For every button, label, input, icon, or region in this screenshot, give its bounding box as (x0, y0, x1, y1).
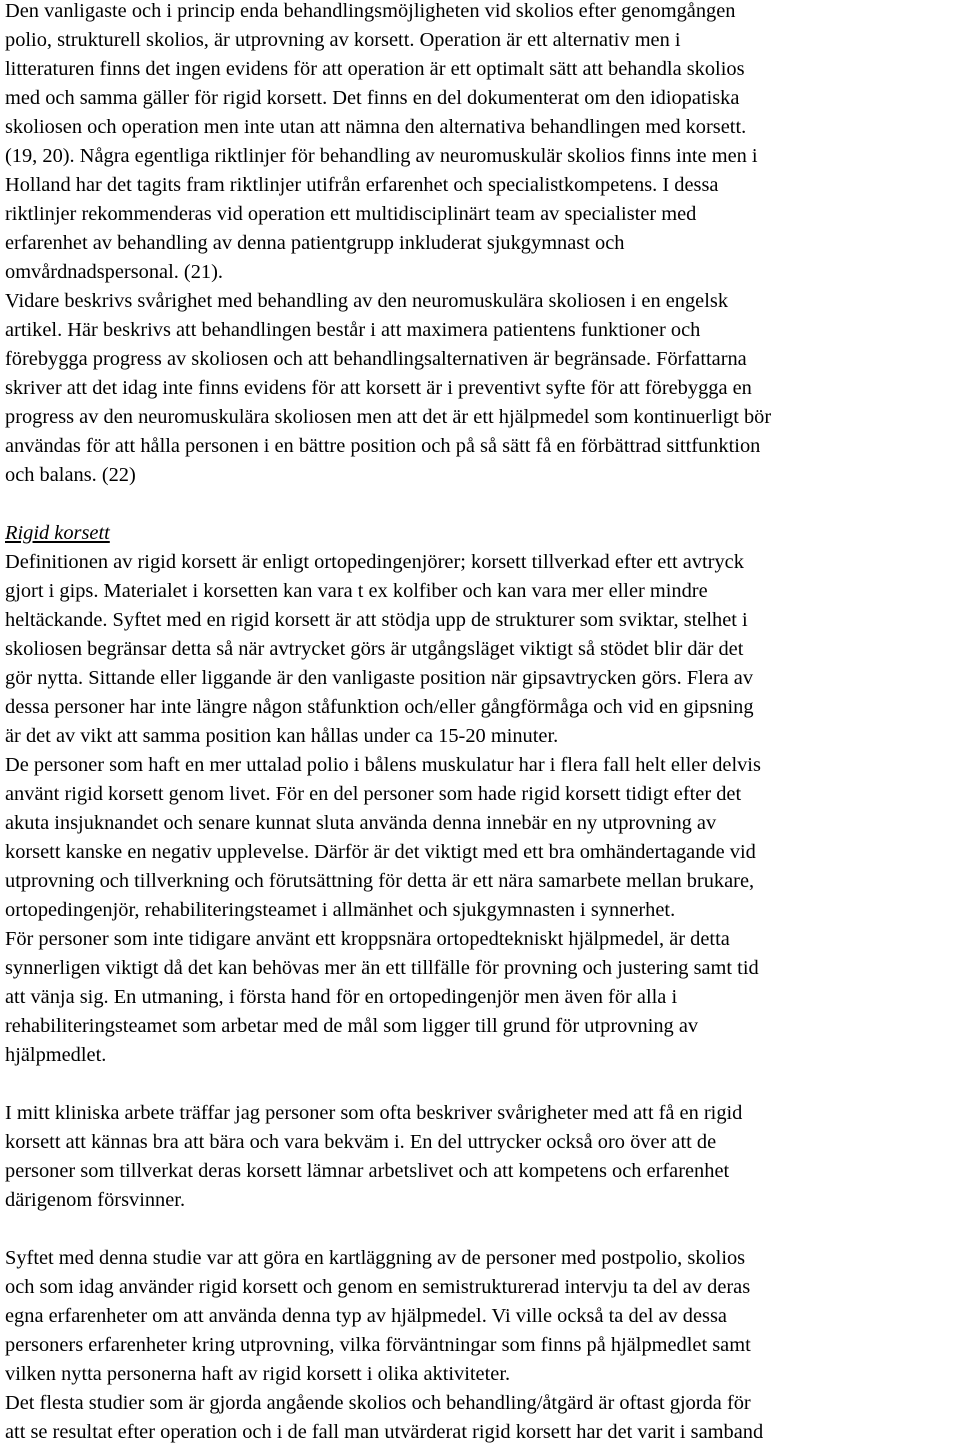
text-line: personers erfarenheter kring utprovning, vilka förväntningar som finns på hjälpmedlet samt (5, 1334, 751, 1356)
text-line: omvårdnadspersonal. (21). (5, 261, 224, 283)
text-line: heltäckande. Syftet med en rigid korsett är att stödja upp de strukturer som sviktar, stelhet i (5, 609, 748, 631)
text-line: och som idag använder rigid korsett och genom en semistrukturerad intervju ta del av deras (5, 1276, 751, 1298)
text-line: I mitt kliniska arbete träffar jag personer som ofta beskriver svårigheter med att få en rigid (5, 1102, 743, 1124)
text-line: vilken nytta personerna haft av rigid korsett i olika aktiviteter. (5, 1363, 511, 1385)
text-line: gör nytta. Sittande eller liggande är den vanligaste position när gipsavtrycken görs. Flera av (5, 667, 754, 689)
text-line: rehabiliteringsteamet som arbetar med de mål som ligger till grund för utprovning av (5, 1015, 699, 1037)
text-line: korsett att kännas bra att bära och vara bekväm i. En del uttrycker också oro över att de (5, 1131, 717, 1153)
text-line: synnerligen viktigt då det kan behövas mer än ett tillfälle för provning och justering samt tid (5, 957, 759, 979)
text-line: Den vanligaste och i princip enda behandlingsmöjligheten vid skolios efter genomgången (5, 0, 736, 22)
text-line: utprovning och tillverkning och förutsättning för detta är ett nära samarbete mellan brukare, (5, 870, 755, 892)
heading-rigid-korsett: Rigid korsett (5, 522, 110, 544)
paragraph-treatment-options (5, 0, 955, 287)
text-line: är det av vikt att samma position kan hållas under ca 15-20 minuter. (5, 725, 559, 747)
paragraph-previous-studies (5, 1389, 955, 1447)
text-line: att se resultat efter operation och i de fall man utvärderat rigid korsett har det varit i samband (5, 1421, 764, 1443)
text-line: användas för att hålla personen i en bättre position och på så sätt få en förbättrad sittfunktion (5, 435, 761, 457)
paragraph-clinical-work (5, 1099, 955, 1215)
text-line: skoliosen begränsar detta så när avtrycket görs är utgångsläget viktigt så stödet blir där det (5, 638, 744, 660)
paragraph-neuromuscular-scoliosis (5, 287, 955, 490)
text-line: egna erfarenheter om att använda denna typ av hjälpmedel. Vi ville också ta del av dessa (5, 1305, 727, 1327)
text-line: erfarenhet av behandling av denna patientgrupp inkluderat sjukgymnast och (5, 232, 625, 254)
text-line: Syftet med denna studie var att göra en kartläggning av de personer med postpolio, skolios (5, 1247, 746, 1269)
text-line: För personer som inte tidigare använt ett kroppsnära ortopedtekniskt hjälpmedel, är detta (5, 928, 730, 950)
text-line: gjort i gips. Materialet i korsetten kan vara t ex kolfiber och kan vara mer eller mindre (5, 580, 708, 602)
text-line: korsett kanske en negativ upplevelse. Därför är det viktigt med ett bra omhändertagande vid (5, 841, 756, 863)
text-line: Holland har det tagits fram riktlinjer utifrån erfarenhet och specialistkompetens. I dessa (5, 174, 719, 196)
text-line: Definitionen av rigid korsett är enligt ortopedingenjörer; korsett tillverkad efter ett avtryck (5, 551, 744, 573)
text-line: artikel. Här beskrivs att behandlingen består i att maximera patientens funktioner och (5, 319, 701, 341)
text-line: litteraturen finns det ingen evidens för att operation är ett optimalt sätt att behandla skolios (5, 58, 745, 80)
text-line: De personer som haft en mer uttalad polio i bålens muskulatur har i flera fall helt eller delvis (5, 754, 761, 776)
text-line: skriver att det idag inte finns evidens för att korsett är i preventivt syfte för att förebygga en (5, 377, 752, 399)
text-line: använt rigid korsett genom livet. För en del personer som hade rigid korsett tidigt efter det (5, 783, 742, 805)
text-line: hjälpmedlet. (5, 1044, 107, 1066)
text-line: riktlinjer rekommenderas vid operation ett multidisciplinärt team av specialister med (5, 203, 697, 225)
text-line: akuta insjuknandet och senare kunnat sluta använda denna innebär en ny utprovning av (5, 812, 717, 834)
text-line: skoliosen och operation men inte utan att nämna den alternativa behandlingen med korsett. (5, 116, 747, 138)
paragraph-lifelong-use (5, 751, 955, 925)
text-line: progress av den neuromuskulära skoliosen men att det är ett hjälpmedel som kontinuerligt bör (5, 406, 772, 428)
blank-line (5, 490, 955, 519)
paragraph-first-time-users (5, 925, 955, 1070)
text-line: Det flesta studier som är gjorda angående skolios och behandling/åtgärd är oftast gjorda för (5, 1392, 751, 1414)
blank-line (5, 1215, 955, 1244)
text-line: förebygga progress av skoliosen och att behandlingsalternativen är begränsade. Författarna (5, 348, 747, 370)
text-line: och balans. (22) (5, 464, 136, 486)
section-heading (5, 519, 955, 548)
text-line: (19, 20). Några egentliga riktlinjer för behandling av neuromuskulär skolios finns inte men i (5, 145, 758, 167)
text-line: Vidare beskrivs svårighet med behandling av den neuromuskulära skoliosen i en engelsk (5, 290, 729, 312)
paragraph-definition (5, 548, 955, 751)
paragraph-study-purpose (5, 1244, 955, 1389)
text-line: personer som tillverkat deras korsett lämnar arbetslivet och att kompetens och erfarenhet (5, 1160, 730, 1182)
text-line: polio, strukturell skolios, är utprovning av korsett. Operation är ett alternativ men i (5, 29, 681, 51)
text-line: med och samma gäller för rigid korsett. Det finns en del dokumenterat om den idiopatiska (5, 87, 740, 109)
text-line: ortopedingenjör, rehabiliteringsteamet i allmänhet och sjukgymnasten i synnerhet. (5, 899, 676, 921)
text-line: därigenom försvinner. (5, 1189, 186, 1211)
text-line: att vänja sig. En utmaning, i första hand för en ortopedingenjör men även för alla i (5, 986, 678, 1008)
blank-line (5, 1070, 955, 1099)
text-line: dessa personer har inte längre någon ståfunktion och/eller gångförmåga och vid en gipsning (5, 696, 754, 718)
